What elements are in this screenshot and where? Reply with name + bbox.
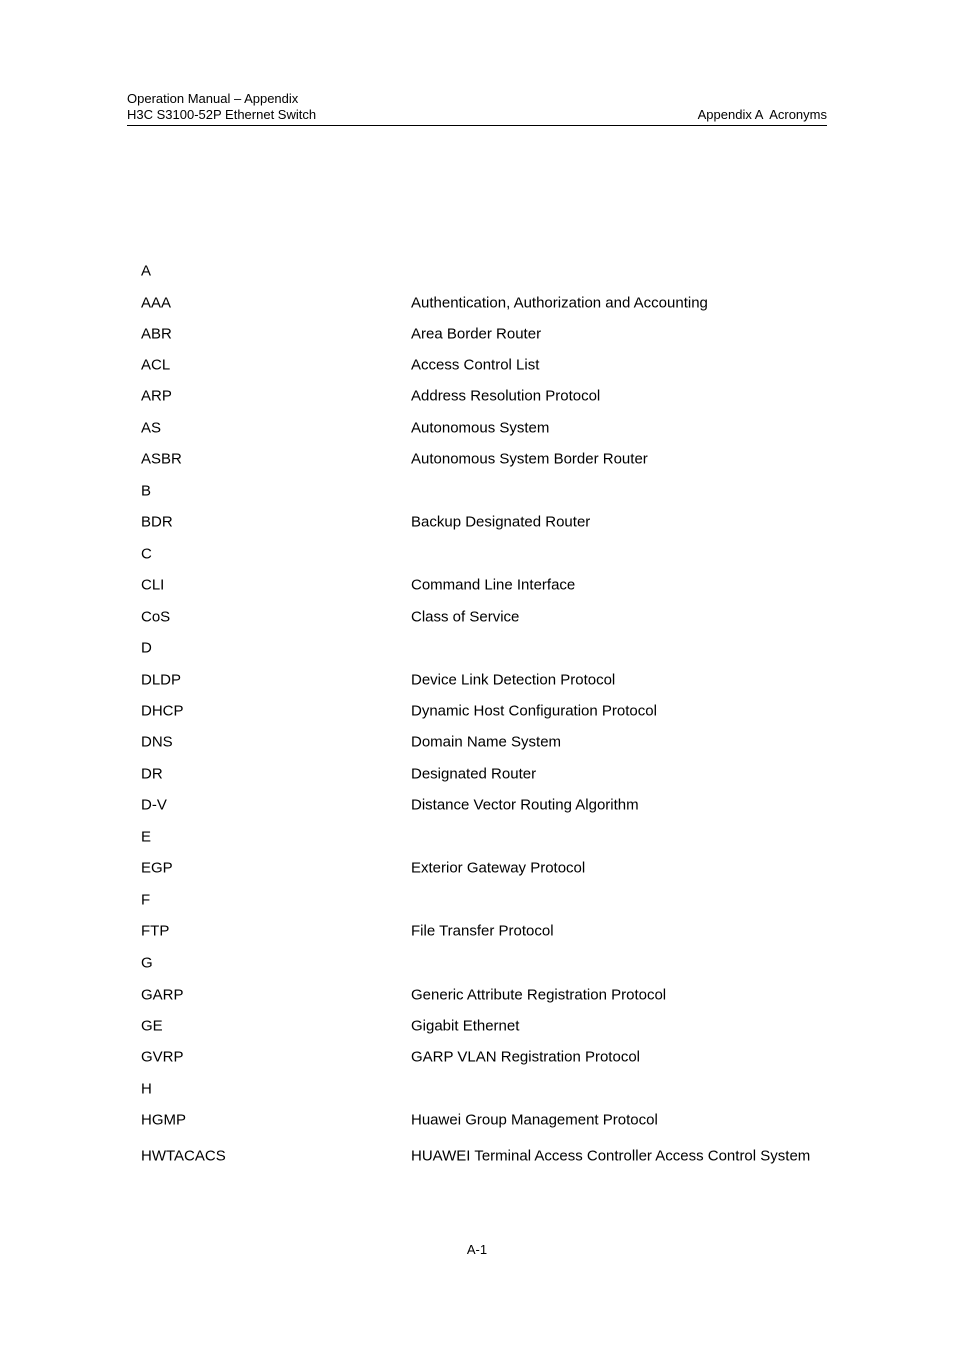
acronym-expansion: Domain Name System xyxy=(411,733,562,751)
acronym-expansion: Distance Vector Routing Algorithm xyxy=(411,796,639,814)
acronym-row xyxy=(141,318,821,349)
acronym-row xyxy=(141,1105,821,1136)
section-letter-row xyxy=(141,947,821,979)
section-letter-row xyxy=(141,884,821,916)
acronym-expansion: Access Control List xyxy=(411,356,540,374)
acronym-expansion: Generic Attribute Registration Protocol xyxy=(411,986,667,1004)
acronym: FTP xyxy=(141,922,170,940)
acronym: D-V xyxy=(141,796,167,814)
section-letter: A xyxy=(141,262,152,280)
section-letter-row xyxy=(141,475,821,507)
acronym-expansion: Backup Designated Router xyxy=(411,513,591,531)
acronym: ARP xyxy=(141,387,172,405)
acronym: DR xyxy=(141,765,163,783)
acronym: CLI xyxy=(141,576,165,594)
acronym-expansion: GARP VLAN Registration Protocol xyxy=(411,1048,640,1066)
acronym-expansion: Class of Service xyxy=(411,608,520,626)
acronym: HWTACACS xyxy=(141,1147,226,1165)
acronym: DHCP xyxy=(141,702,184,720)
acronym-expansion: Designated Router xyxy=(411,765,537,783)
acronym-expansion: Device Link Detection Protocol xyxy=(411,671,616,689)
acronym-row xyxy=(141,507,821,538)
acronym-row xyxy=(141,1010,821,1041)
acronym: AS xyxy=(141,419,162,437)
acronym-row xyxy=(141,349,821,380)
acronym: DLDP xyxy=(141,671,182,689)
acronym: AAA xyxy=(141,294,172,312)
acronym-expansion: Huawei Group Management Protocol xyxy=(411,1111,658,1129)
acronym: GE xyxy=(141,1017,163,1035)
acronym-row xyxy=(141,916,821,947)
acronym-expansion: Authentication, Authorization and Accounting xyxy=(411,294,708,312)
section-letter: F xyxy=(141,891,151,909)
acronym: BDR xyxy=(141,513,173,531)
section-letter: E xyxy=(141,828,152,846)
acronym-row xyxy=(141,789,821,820)
acronym-expansion: HUAWEI Terminal Access Controller Access Control System xyxy=(411,1147,811,1165)
section-letter-row xyxy=(141,632,821,664)
acronym-row xyxy=(141,727,821,758)
acronym: CoS xyxy=(141,608,171,626)
acronym-row xyxy=(141,601,821,632)
acronym-expansion: Exterior Gateway Protocol xyxy=(411,859,586,877)
acronym-row xyxy=(141,287,821,318)
acronym: DNS xyxy=(141,733,173,751)
acronym-expansion: Autonomous System xyxy=(411,419,550,437)
acronym-expansion: Autonomous System Border Router xyxy=(411,450,648,468)
section-letter: C xyxy=(141,545,152,563)
acronym-expansion: File Transfer Protocol xyxy=(411,922,554,940)
section-letter: G xyxy=(141,954,153,972)
product-name: H3C S3100-52P Ethernet Switch xyxy=(127,107,317,122)
acronym-expansion: Address Resolution Protocol xyxy=(411,387,601,405)
page-header xyxy=(127,91,827,126)
acronym-expansion: Command Line Interface xyxy=(411,576,576,594)
section-letter-row xyxy=(141,1073,821,1105)
acronym-row xyxy=(141,443,821,474)
section-letter: D xyxy=(141,639,152,657)
section-letter-row xyxy=(141,821,821,853)
acronym-row xyxy=(141,1042,821,1073)
acronym: HGMP xyxy=(141,1111,186,1129)
manual-title: Operation Manual – Appendix xyxy=(127,91,299,106)
section-letter-row xyxy=(141,255,821,287)
acronym-row xyxy=(141,853,821,884)
page-number: A-1 xyxy=(466,1242,488,1257)
acronym-row xyxy=(141,979,821,1010)
chapter-title: Appendix A Acronyms xyxy=(697,107,827,122)
acronym-row xyxy=(141,664,821,695)
acronym-row xyxy=(141,1136,821,1176)
acronym-row xyxy=(141,758,821,789)
header-left xyxy=(127,91,316,123)
section-letter-row xyxy=(141,538,821,570)
acronym-row xyxy=(141,381,821,412)
section-letter: H xyxy=(141,1080,152,1098)
section-letter: B xyxy=(141,482,152,500)
acronym: GARP xyxy=(141,986,184,1004)
acronym: ASBR xyxy=(141,450,182,468)
acronym: ABR xyxy=(141,325,172,343)
acronym: ACL xyxy=(141,356,171,374)
acronym-expansion: Dynamic Host Configuration Protocol xyxy=(411,702,657,720)
acronym-expansion: Gigabit Ethernet xyxy=(411,1017,520,1035)
acronym-table xyxy=(141,255,821,1176)
acronym-row xyxy=(141,570,821,601)
acronym-expansion: Area Border Router xyxy=(411,325,542,343)
acronym: EGP xyxy=(141,859,173,877)
acronym-row xyxy=(141,412,821,443)
acronym: GVRP xyxy=(141,1048,184,1066)
acronym-row xyxy=(141,696,821,727)
